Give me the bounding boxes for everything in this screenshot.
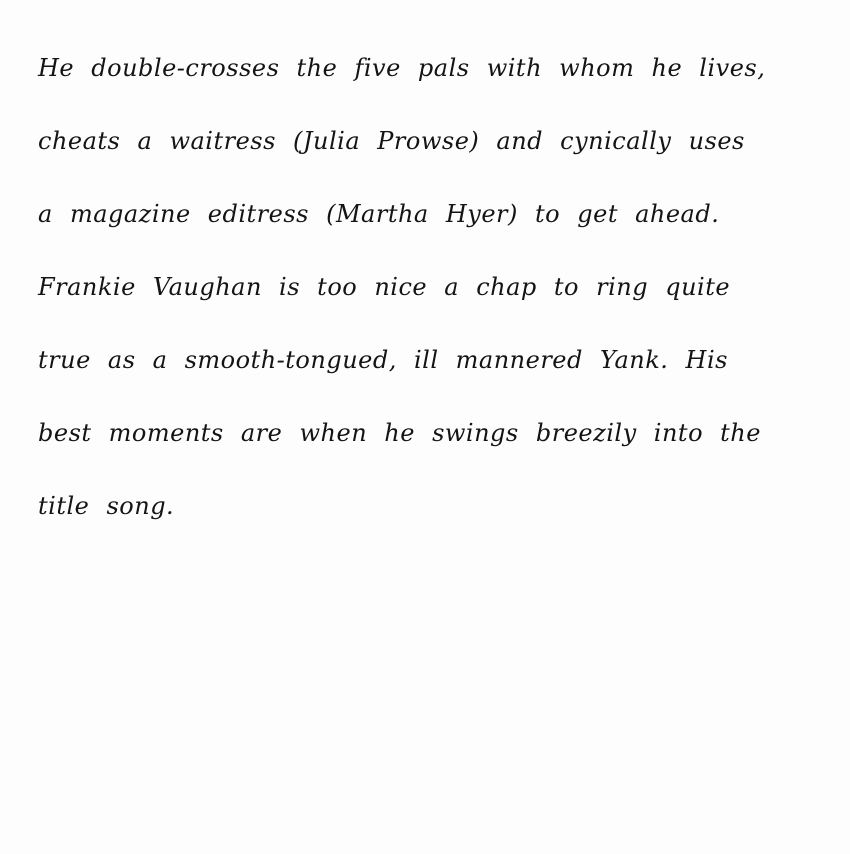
handwritten-text [38, 40, 818, 551]
text-line: best moments are when he swings breezily into the [38, 419, 761, 447]
text-line: cheats a waitress (Julia Prowse) and cynically uses [38, 127, 745, 155]
text-line: He double-crosses the five pals with whom he lives, [38, 54, 766, 82]
text-line: title song. [38, 492, 175, 520]
text-line: a magazine editress (Martha Hyer) to get ahead. [38, 200, 720, 228]
text-line: Frankie Vaughan is too nice a chap to ring quite [38, 273, 731, 301]
text-line: true as a smooth-tongued, ill mannered Yank. His [38, 346, 728, 374]
